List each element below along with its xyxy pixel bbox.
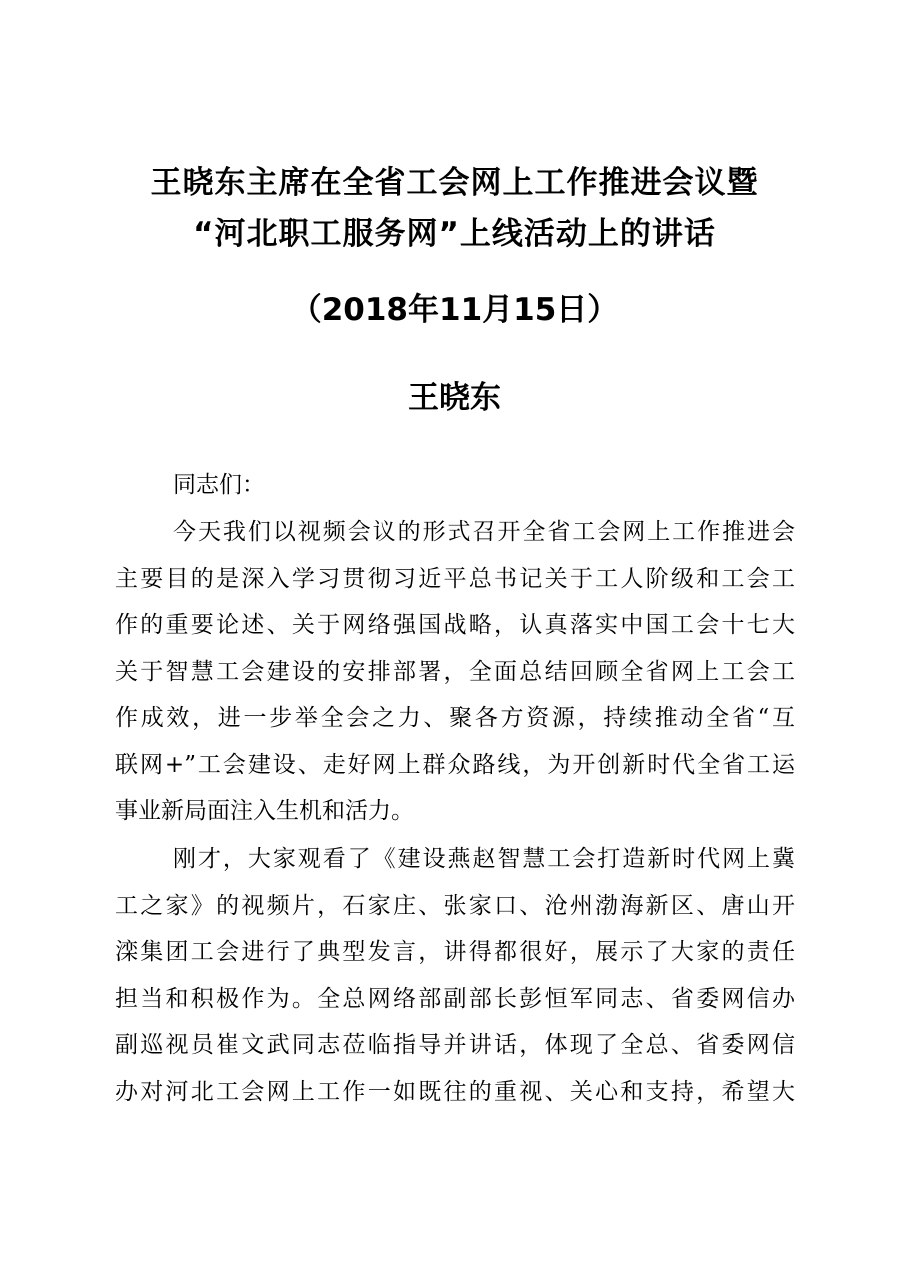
salutation-text: 同志们： bbox=[173, 472, 265, 498]
paragraph-2 bbox=[115, 836, 795, 1115]
paragraph-line: 工之家》的视频片，石家庄、张家口、沧州渤海新区、唐山开 bbox=[115, 892, 795, 919]
speech-author: 王晓东 bbox=[408, 380, 501, 416]
paragraph-line: 刚才，大家观看了《建设燕赵智慧工会打造新时代网上冀 bbox=[173, 846, 795, 872]
paragraph-line: 滦集团工会进行了典型发言，讲得都很好，展示了大家的责任 bbox=[115, 939, 795, 965]
paragraph-line: 关于智慧工会建设的安排部署，全面总结回顾全省网上工会工 bbox=[115, 658, 795, 685]
paragraph-line: 作的重要论述、关于网络强国战略，认真落实中国工会十七大 bbox=[115, 612, 795, 638]
paragraph-line: 副巡视员崔文武同志莅临指导并讲话，体现了全总、省委网信 bbox=[115, 1032, 795, 1058]
paragraph-line: 今天我们以视频会议的形式召开全省工会网上工作推进会 bbox=[173, 519, 795, 545]
paragraph-line: 办对河北工会网上工作一如既往的重视、关心和支持，希望大 bbox=[115, 1078, 795, 1105]
paragraph-line: 联网+”工会建设、走好网上群众路线，为开创新时代全省工运 bbox=[115, 751, 795, 778]
speech-date: （2018年11月15日） bbox=[290, 292, 619, 328]
paragraph-line: 事业新局面注入生机和活力。 bbox=[115, 798, 414, 824]
paragraph-line: 主要目的是深入学习贯彻习近平总书记关于工人阶级和工会工 bbox=[115, 565, 795, 592]
document-title-line-1: 王晓东主席在全省工会网上工作推进会议暨 bbox=[150, 165, 759, 201]
salutation bbox=[115, 462, 795, 509]
document-title-line-2: “河北职工服务网”上线活动上的讲话 bbox=[193, 216, 716, 252]
paragraph-line: 担当和积极作为。全总网络部副部长彭恒军同志、省委网信办 bbox=[115, 985, 795, 1012]
paragraph-1 bbox=[115, 509, 795, 835]
paragraph-line: 作成效，进一步举全会之力、聚各方资源，持续推动全省“互 bbox=[115, 705, 795, 731]
